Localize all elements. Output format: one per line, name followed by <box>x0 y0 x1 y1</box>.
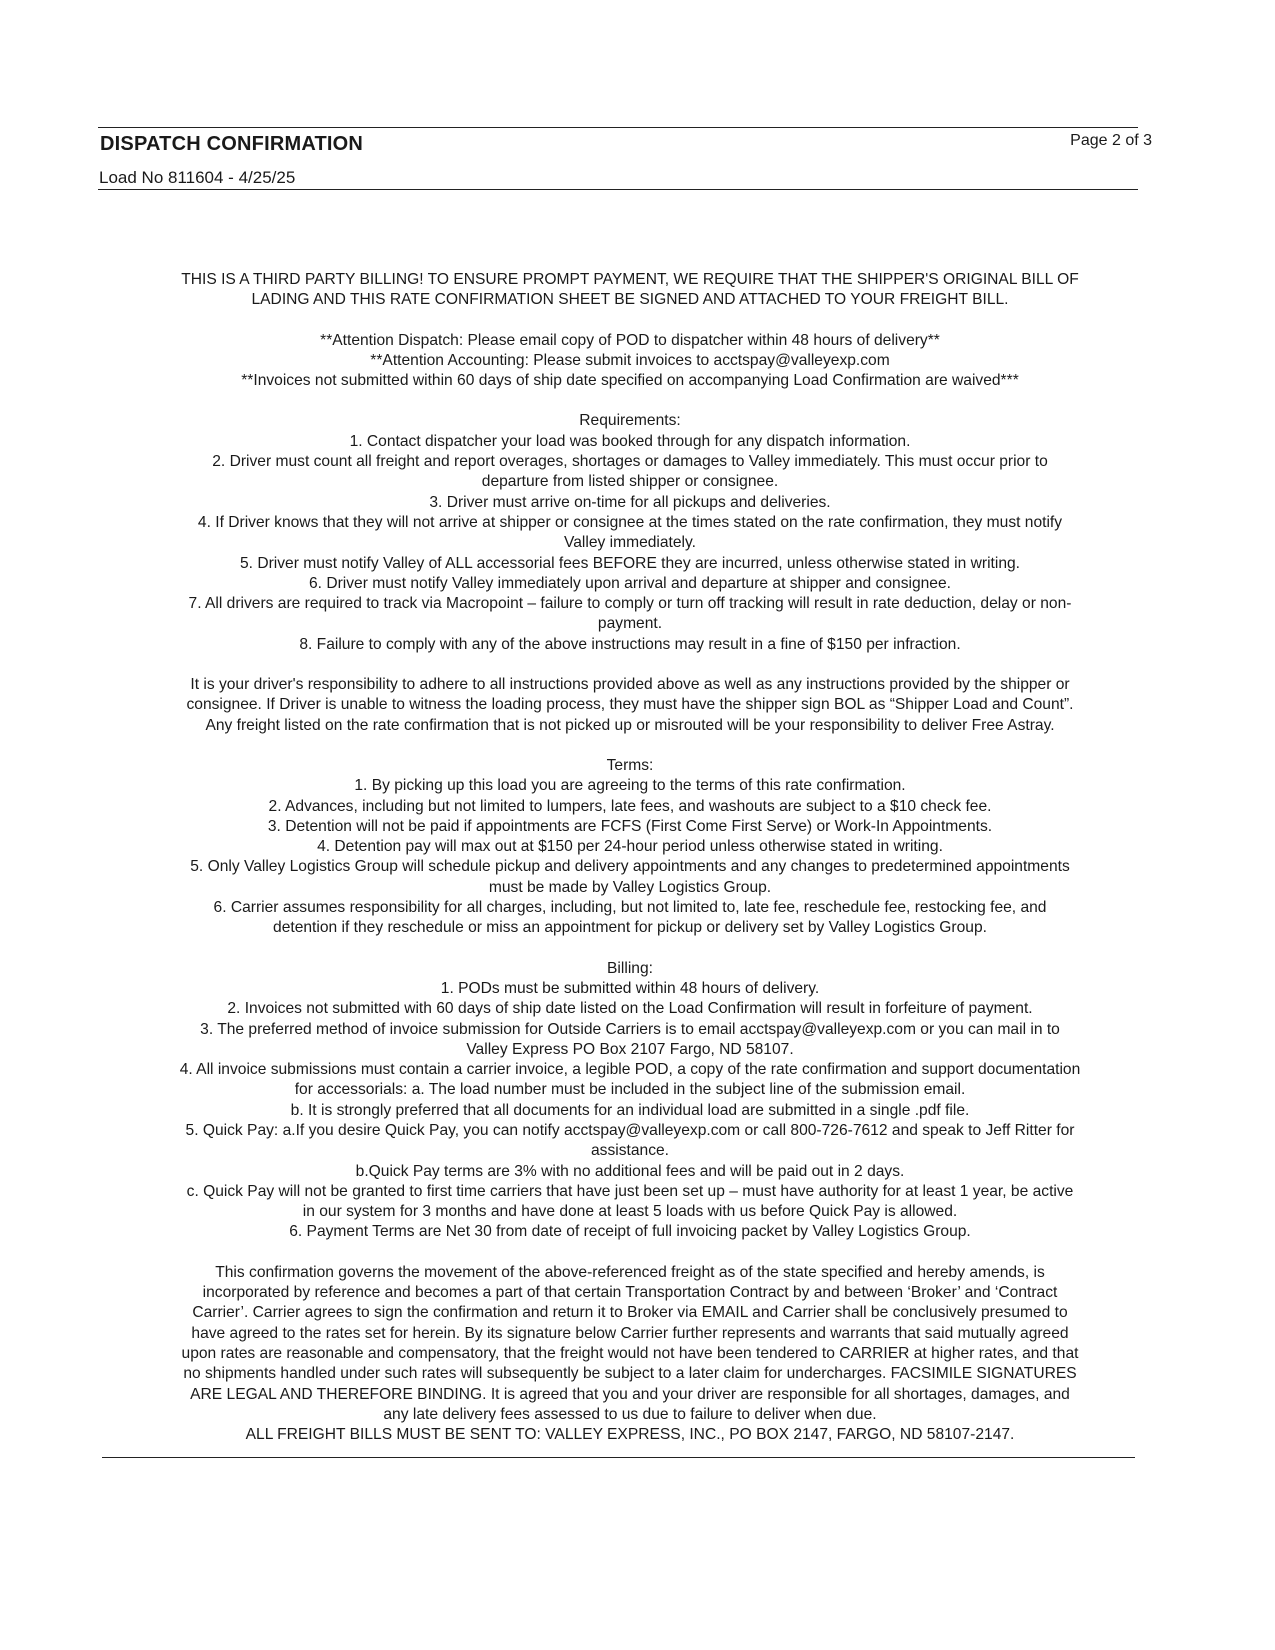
requirements-line: Valley immediately. <box>563 534 696 552</box>
billing-line: Valley Express PO Box 2107 Fargo, ND 58107. <box>466 1040 794 1058</box>
governance-line: no shipments handled under such rates will subsequently be subject to a later claim for undercharges. FACSIMILE SIGNATURES <box>183 1365 1077 1383</box>
requirements-line: 5. Driver must notify Valley of ALL accessorial fees BEFORE they are incurred, unless otherwise stated in writing. <box>239 554 1021 572</box>
attention-dispatch-line: **Attention Dispatch: Please email copy of POD to dispatcher within 48 hours of delivery** <box>320 331 940 349</box>
document-body <box>100 270 1160 1445</box>
requirements-line: 6. Driver must notify Valley immediately upon arrival and departure at shipper and consignee. <box>309 574 951 592</box>
governance-section <box>100 1263 1160 1446</box>
attention-accounting-line: **Attention Accounting: Please submit invoices to acctspay@valleyexp.com <box>370 351 890 369</box>
footer-rule <box>102 1457 1135 1458</box>
billing-line: b.Quick Pay terms are 3% with no additional fees and will be paid out in 2 days. <box>355 1162 905 1180</box>
billing-line: b. It is strongly preferred that all documents for an individual load are submitted in a single .pdf file. <box>290 1101 970 1119</box>
terms-line: must be made by Valley Logistics Group. <box>488 878 772 896</box>
header-top-rule <box>98 127 1138 128</box>
requirements-line: departure from listed shipper or consignee. <box>481 473 779 491</box>
billing-heading: Billing: <box>607 959 653 977</box>
responsibility-section <box>100 675 1160 736</box>
requirements-line: 7. All drivers are required to track via Macropoint – failure to comply or turn off tracking will result in rate deduction, delay or non- <box>188 595 1072 613</box>
terms-line: 5. Only Valley Logistics Group will schedule pickup and delivery appointments and any changes to predetermined appointments <box>190 858 1070 876</box>
governance-line: incorporated by reference and becomes a part of that certain Transportation Contract by and between ‘Broker’ and ‘Contract <box>202 1284 1058 1302</box>
responsibility-line: It is your driver's responsibility to adhere to all instructions provided above as well as any instructions provided by the shipper or <box>190 676 1070 694</box>
third-party-notice-line: THIS IS A THIRD PARTY BILLING! TO ENSURE PROMPT PAYMENT, WE REQUIRE THAT THE SHIPPER'S ORIGINAL BILL OF <box>181 271 1079 288</box>
invoices-waived-line: **Invoices not submitted within 60 days of ship date specified on accompanying Load Confirmation are waived*** <box>241 372 1019 390</box>
terms-line: detention if they reschedule or miss an appointment for pickup or delivery set by Valley Logistics Group. <box>273 919 987 937</box>
terms-section <box>100 756 1160 939</box>
requirements-line: 4. If Driver knows that they will not arrive at shipper or consignee at the times stated on the rate confirmation, they must notify <box>197 513 1063 531</box>
governance-line: This confirmation governs the movement of the above-referenced freight as of the state specified and hereby amends, is <box>215 1263 1045 1281</box>
governance-line: any late delivery fees assessed to us due to failure to deliver when due. <box>383 1405 877 1423</box>
governance-line: ARE LEGAL AND THEREFORE BINDING. It is agreed that you and your driver are responsible for all shortages, damages, and <box>190 1385 1070 1403</box>
requirements-line: 3. Driver must arrive on-time for all pickups and deliveries. <box>429 493 831 511</box>
requirements-line: payment. <box>597 615 663 633</box>
terms-line: 1. By picking up this load you are agreeing to the terms of this rate confirmation. <box>354 777 906 795</box>
governance-line: have agreed to the rates set for herein. By its signature below Carrier further represents and warrants that said mutually agreed <box>191 1324 1069 1342</box>
freight-bills-address-line: ALL FREIGHT BILLS MUST BE SENT TO: VALLEY EXPRESS, INC., PO BOX 2147, FARGO, ND 58107-2147. <box>245 1426 1015 1444</box>
billing-line: 4. All invoice submissions must contain a carrier invoice, a legible POD, a copy of the rate confirmation and support documentation <box>179 1061 1081 1079</box>
requirements-line: 8. Failure to comply with any of the above instructions may result in a fine of $150 per infraction. <box>299 635 961 653</box>
load-number-line: Load No 811604 - 4/25/25 <box>99 168 296 187</box>
requirements-heading: Requirements: <box>579 412 681 430</box>
billing-line: 5. Quick Pay: a.If you desire Quick Pay, you can notify acctspay@valleyexp.com or call 800-726-7612 and speak to Jeff Ritter for <box>185 1121 1075 1139</box>
requirements-section <box>100 411 1160 655</box>
requirements-line: 1. Contact dispatcher your load was booked through for any dispatch information. <box>349 432 911 450</box>
third-party-notice-line: LADING AND THIS RATE CONFIRMATION SHEET BE SIGNED AND ATTACHED TO YOUR FREIGHT BILL. <box>251 291 1009 309</box>
terms-heading: Terms: <box>606 756 654 774</box>
billing-line: in our system for 3 months and have done at least 5 loads with us before Quick Pay is allowed. <box>302 1203 958 1221</box>
header-bottom-rule <box>98 189 1138 190</box>
terms-line: 2. Advances, including but not limited to lumpers, late fees, and washouts are subject to a $10 check fee. <box>268 797 992 815</box>
billing-line: c. Quick Pay will not be granted to first time carriers that have just been set up – must have authority for at least 1 year, be active <box>186 1182 1074 1200</box>
billing-line: assistance. <box>590 1142 669 1160</box>
responsibility-line: Any freight listed on the rate confirmation that is not picked up or misrouted will be your responsibility to deliver Free Astray. <box>205 716 1055 734</box>
billing-section <box>100 959 1160 1243</box>
billing-line: 1. PODs must be submitted within 48 hours of delivery. <box>440 979 820 997</box>
billing-line: 6. Payment Terms are Net 30 from date of receipt of full invoicing packet by Valley Logistics Group. <box>289 1223 971 1241</box>
governance-line: upon rates are reasonable and compensatory, that the freight would not have been tendered to CARRIER at higher rates, and that <box>181 1344 1079 1362</box>
page-number: Page 2 of 3 <box>1070 132 1152 149</box>
governance-line: Carrier’. Carrier agrees to sign the confirmation and return it to Broker via EMAIL and Carrier shall be conclusively presumed to <box>192 1304 1068 1322</box>
intro-section <box>100 270 1160 391</box>
terms-line: 3. Detention will not be paid if appointments are FCFS (First Come First Serve) or Work-In Appointments. <box>267 817 993 835</box>
billing-line: 2. Invoices not submitted with 60 days of ship date listed on the Load Confirmation will result in forfeiture of payment. <box>227 1000 1033 1018</box>
requirements-line: 2. Driver must count all freight and report overages, shortages or damages to Valley immediately. This must occur prior to <box>212 453 1048 471</box>
responsibility-line: consignee. If Driver is unable to witness the loading process, they must have the shipper sign BOL as “Shipper Load and Count”. <box>186 696 1074 714</box>
billing-line: 3. The preferred method of invoice submission for Outside Carriers is to email acctspay@valleyexp.com or you can mail in to <box>200 1020 1060 1038</box>
terms-line: 4. Detention pay will max out at $150 per 24-hour period unless otherwise stated in writing. <box>317 838 943 856</box>
terms-line: 6. Carrier assumes responsibility for all charges, including, but not limited to, late fee, reschedule fee, restocking fee, and <box>213 899 1047 917</box>
billing-line: for accessorials: a. The load number must be included in the subject line of the submission email. <box>294 1081 966 1099</box>
document-title: DISPATCH CONFIRMATION <box>100 133 364 155</box>
